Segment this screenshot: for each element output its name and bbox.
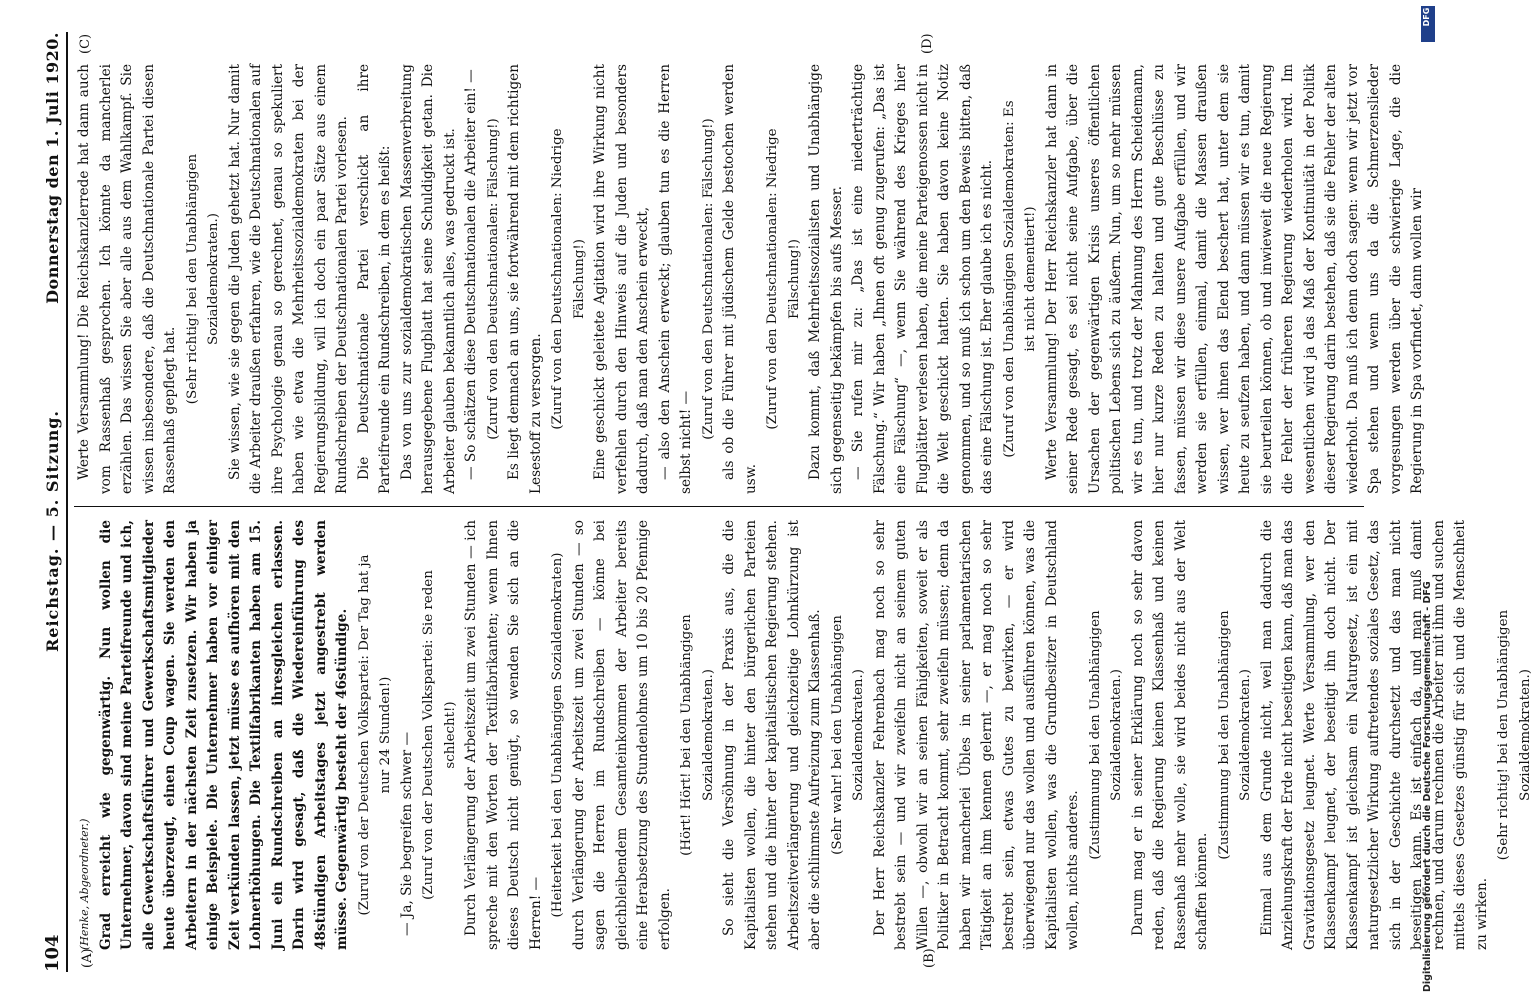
speech-paragraph [74,520,354,950]
interjection: (Zuruf von den Deutschnationalen: Niedrige Fälschung!) [550,128,587,430]
interjection: (Zustimmung bei den Unabhängigen Sozialdemokraten.) [1087,610,1124,860]
interjection: (Zuruf von den Deutschnationalen: Fälschung!) [485,118,501,440]
interjection: (Zustimmung bei den Unabhängigen Sozialdemokraten.) [1216,610,1253,860]
speech-paragraph: Durch Verlängerung der Arbeitszeit um zwei Stunden — ich spreche mit den Worten der Textilfabrikanten; wenn Ihnen dieses Deutsch nicht genügt, so wenden Sie sich an die Herren! — [463,520,544,950]
margin-mark-d: (D) [920,33,935,54]
speech-text: Grad erreicht wie gegenwärtig. Nun wollen die Unternehmer, davon sind meine Parteifreunde und ich, alle Gewerkschaftsführer und Gewerkschaftsmitglieder heute überzeugt, einen Coup wagen. Sie werden den Arbeitern in der nächsten Zeit zusetzen. Wir haben ja einige Beispiele. Die Unternehmer haben vor einiger Zeit verkünden lassen, jetzt müsse es aufhören mit den Lohnerhöhungen. Die Textilfabrikanten haben am 15. Juni ein Rundschreiben an ihresgleichen erlassen. Darin wird gesagt, daß die Wiedereinführung des 48stündigen Arbeitstages jetzt angestrebt werden müsse. Gegenwärtig besteht der 46stündige. [97,520,350,950]
dfg-logo-badge [1421,6,1435,42]
quoted-passage: Es liegt demnach an uns, sie fortwährend mit dem richtigen Lesestoff zu versorgen. [506,64,544,494]
interjection: (Zuruf von den Deutschnationalen: Fälschung!) [700,118,716,440]
speech-paragraph: Dazu kommt, daß Mehrheitssozialisten und Unabhängige sich gegenseitig bekämpfen bis aufs Messer. [807,64,845,494]
speech-paragraph: So sieht die Versöhnung in der Praxis aus, die die Kapitalisten wollen, die hinter den bürgerlichen Parteien stehen und die hinter der kapitalistischen Regierung stehen. Arbeitszeitverlängerung und gleichzeitige Lohnkürzung ist aber die schlimmste Aufreizung zum Klassenhaß. [721,520,823,950]
speech-paragraph: durch Verlängerung der Arbeitszeit um zwei Stunden — so sagen die Herren im Rundschreiben — könne bei gleichbleibendem Gesamteinkommen der Arbeiter bereits eine Herabsetzung des Stundenlohnes um 10 bis 20 Pfennige erfolgen. [570,520,673,950]
digitization-credit: Digitalisierung gefördert durch die Deutsche Forschungsgemeinschaft - DFG [1422,581,1433,992]
interjection: (Sehr richtig! bei den Unabhängigen Sozialdemokraten.) [1496,609,1533,861]
speech-paragraph: Darum mag er in seiner Erklärung noch so sehr davon reden, daß die Regierung keinen Klassenhaß und keinen Rassenhaß mehr wolle, sie wird beides nicht aus der Welt schaffen können. [1129,520,1210,950]
interjection: (Zuruf von den Unabhängigen Sozialdemokraten: Es ist nicht dementiert!) [1001,100,1038,458]
interjection: (Zuruf von den Deutschnationalen: Niedrige Fälschung!) [765,128,802,430]
speech-paragraph: — Sie rufen mir zu: „Das ist eine niederträchtige Fälschung.“ Wir haben „Ihnen oft genug zugerufen: „Das ist eine Fälschung“ —, wenn Sie während des Krieges hier Flugblätter verlesen haben, die meine Parteigenossen nicht in die Welt geschickt hatten. Sie haben davon keine Notiz genommen, und so muß ich schon um den Beweis bitten, daß das eine Fälschung ist. Eher glaube ich es nicht. [850,64,995,494]
interjection: (Heiterkeit bei den Unabhängigen Sozialdemokraten) [550,552,565,918]
interjection: (Sehr wahr! bei den Unabhängigen Sozialdemokraten.) [829,615,866,855]
quoted-passage: Das von uns zur sozialdemokratischen Massenverbreitung herausgegebene Flugblatt hat seine Schuldigkeit getan. Die Arbeiter glauben bekanntlich alles, was gedruckt ist. [398,64,458,494]
margin-mark-b: (B) [922,948,937,968]
page-number: 104 [42,934,63,972]
speech-paragraph: Werte Versammlung! Der Herr Reichskanzler hat dann in seiner Rede gesagt, es sei nicht seine Aufgabe, über die Ursachen der gegenwärtigen Krisis unseres öffentlichen politischen Lebens sich zu äußern. Nun, um so mehr müssen wir es tun, und trotz der Mahnung des Herrn Scheidemann, hier nur kurze Reden zu halten und gute Beschlüsse zu fassen, müssen wir diese unsere Aufgabe erfüllen, und wir werden sie erfüllen, einmal, damit die Massen draußen wissen, wer ihnen das Elend beschert hat, unter dem sie heute zu seufzen haben, und dann müssen wir es tun, damit sie beurteilen können, ob und inwieweit die neue Regierung die Fehler der früheren Regierung wiederholen wird. Im wesentlichen wird ja das Maß der Kontinuität in der Politik dieser Regierung darin bestehen, daß sie die Fehler der alten wiederholt. Da muß ich denn doch sagen: wenn wir jetzt vor Spa stehen und wenn uns da die Schmerzenslieder vorgesungen werden über die schwierige Lage, die die Regierung in Spa vorfindet, dann wollen wir [1043,64,1425,494]
interjection: (Zuruf von der Deutschen Volkspartei: Der Tag hat ja nur 24 Stunden!) [356,554,393,916]
interjection: (Zuruf von der Deutschen Volkspartei: Sie reden schlecht!) [421,570,458,900]
speech-paragraph: Der Herr Reichskanzler Fehrenbach mag noch so sehr bestrebt sein — und wir zweifeln nicht an seinem guten Willen —, obwohl wir an seinen Fähigkeiten, soweit er als Politiker in Betracht kommt, sehr zweifeln müssen; denn da haben wir mancherlei Übles in seiner parlamentarischen Tätigkeit an ihm kennen gelernt —, er mag noch so sehr bestrebt sein, etwas Gutes zu bewirken, — er wird überwiegend nur das wollen und ausführen können, was die Kapitalisten wollen, was die Grundbesitzer in Deutschland wollen, nichts anderes. [871,520,1081,950]
speech-paragraph: Sie wissen, wie sie gegen die Juden gehetzt hat. Nur damit die Arbeiter draußen erfahren, wie die Deutschnationalen auf ihre Psychologie genau so gerechnet, genau so spekuliert haben wie etwa die Mehrheitssozialdemokraten bei der Regierungsbildung, will ich doch ein paar Sätze aus einem Rundschreiben der Deutschnationalen Partei vorlesen. [226,64,350,494]
quoted-passage: als ob die Führer mit jüdischem Gelde bestochen werden usw. [721,64,759,494]
speech-paragraph: Einmal aus dem Grunde nicht, weil man dadurch die Anziehungskraft der Erde nicht beseitigen kann, daß man das Gravitationsgesetz leugnet. Werte Versammlung, wer den Klassenkampf leugnet, der beseitigt ihn doch nicht. Der Klassenkampf ist gleichsam ein Naturgesetz, ist ein mit naturgesetzlicher Wirkung auftretendes soziales Gesetz, das sich in der Geschichte durchsetzt und das man nicht beseitigen kann. Es ist einfach da, und man muß damit rechnen, und darum rechnen die Arbeiter mit ihm und suchen mittels dieses Gesetzes günstig für sich und die Menschheit zu wirken. [1258,520,1490,950]
quoted-passage: Eine geschickt geleitete Agitation wird ihre Wirkung nicht verfehlen durch den Hinweis auf die Juden und besonders dadurch, daß man den Anschein erweckt, [592,64,651,494]
speech-paragraph: Die Deutschnationale Partei verschickt an ihre Parteifreunde ein Rundschreiben, in dem es heißt: [355,64,393,494]
speech-paragraph: — Ja, Sie begreifen schwer — [398,731,415,936]
margin-mark-a: (A) [80,948,95,968]
interjection: (Hört! Hört! bei den Unabhängigen Sozialdemokraten.) [679,614,716,856]
speaker-label: (Henke, Abgeordneter.) [78,818,91,950]
dfg-badge-text: DFG [1422,7,1431,27]
margin-mark-c: (C) [78,33,93,54]
interjection: (Sehr richtig! bei den Unabhängigen Sozialdemokraten.) [184,153,221,405]
column-divider [74,506,1364,507]
page-header [40,32,68,972]
speech-paragraph: Werte Versammlung! Die Reichskanzlerrede hat dann auch vom Rassenhaß gesprochen. Ich könnte da mancherlei erzählen. Das wissen Sie aber alle aus dem Wahlkampf. Sie wissen insbesondere, daß die Deutschnationale Partei diesen Rassenhaß gepflegt hat. [76,64,178,494]
running-title: Reichstag. — 5. Sitzung. [43,410,62,652]
session-date: Donnerstag den 1. Juli 1920. [43,32,62,304]
right-text-column [74,64,1425,494]
speech-paragraph: — So schätzen diese Deutschnationalen die Arbeiter ein! — [463,69,479,480]
speech-paragraph: — also den Anschein erweckt; glauben tun es die Herren selbst nicht! — [656,64,694,494]
